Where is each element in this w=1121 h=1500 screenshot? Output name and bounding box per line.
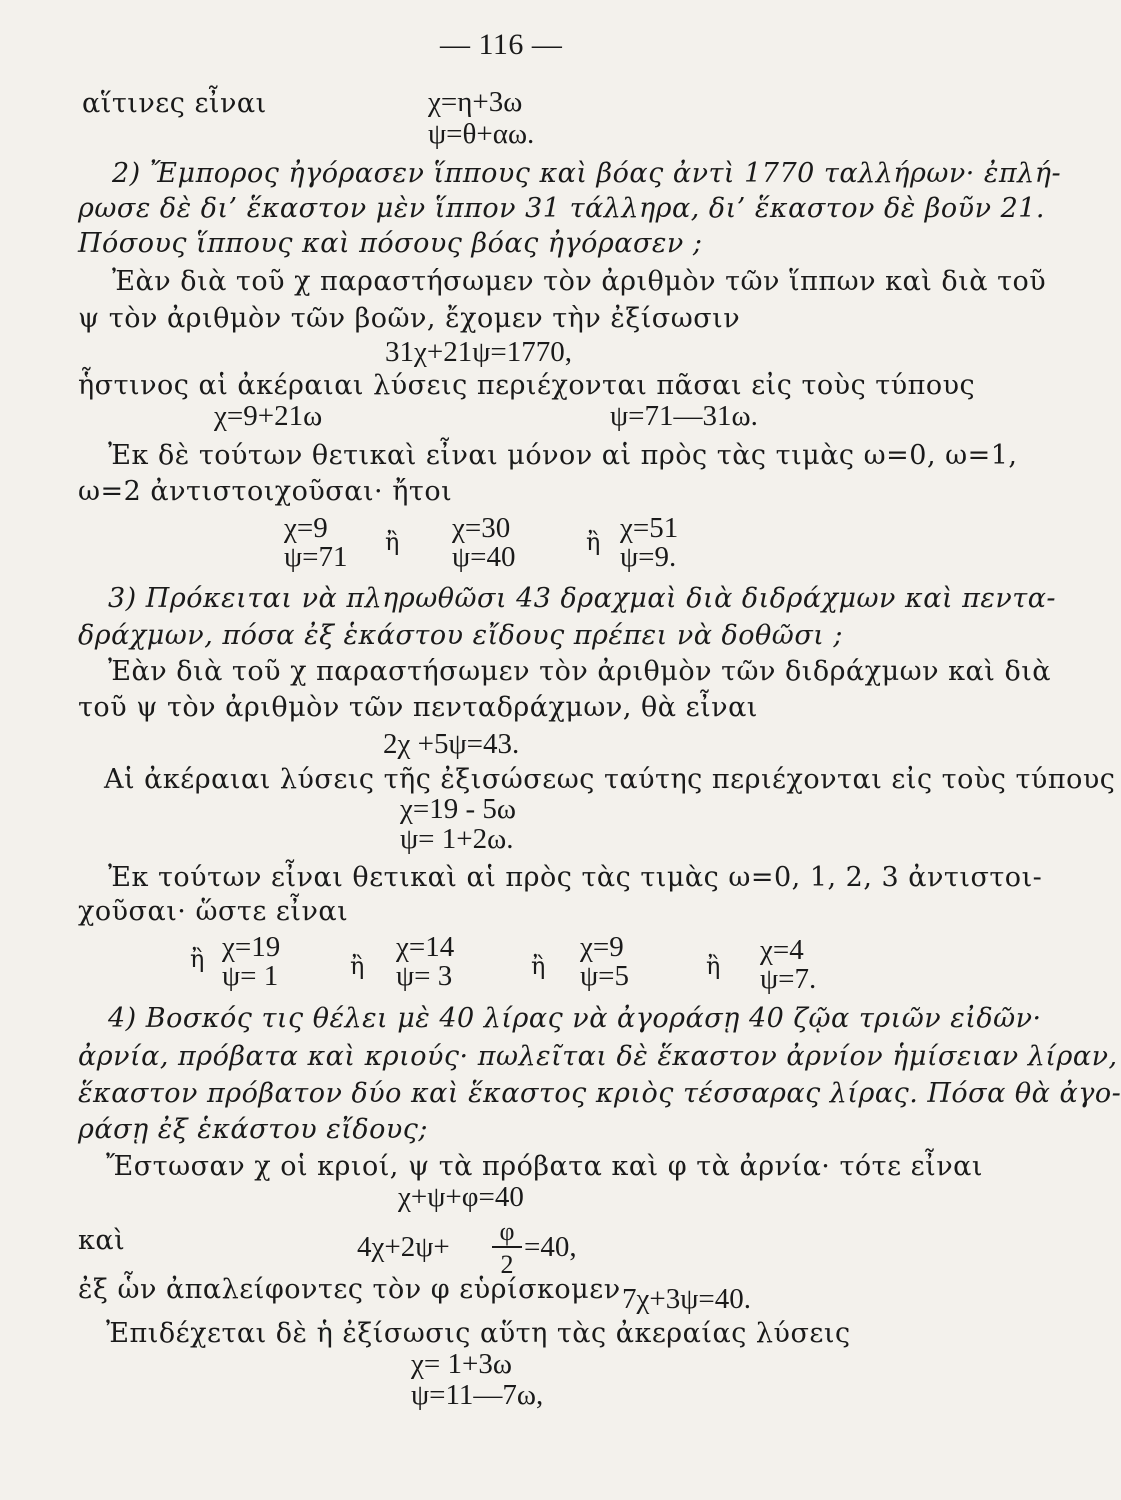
- equation: ψ= 1+2ω.: [400, 823, 514, 855]
- problem-4-line: ράσῃ ἐξ ἑκάστου εἴδους;: [78, 1114, 429, 1145]
- text-line: χοῦσαι· ὥστε εἶναι: [78, 896, 349, 927]
- separator: ἢ: [706, 952, 721, 980]
- problem-2-line: Πόσους ἵππους καὶ πόσους βόας ἠγόρασεν ;: [78, 228, 703, 259]
- text-line: Ἔστωσαν χ οἱ κριοί, ψ τὰ πρόβατα καὶ φ τὰ ἀρνία· τότε εἶναι: [106, 1151, 983, 1182]
- separator: ἢ: [190, 945, 205, 973]
- solution-y: ψ=9.: [620, 541, 677, 573]
- text-line: Ἐὰν διὰ τοῦ χ παραστήσωμεν τὸν ἀριθμὸν τῶν διδράχμων καὶ διὰ: [108, 656, 1052, 687]
- equation: 7χ+3ψ=40.: [622, 1283, 751, 1315]
- text-line: ἐξ ὧν ἀπαλείφοντες τὸν φ εὑρίσκομεν: [78, 1274, 621, 1305]
- equation: χ+ψ+φ=40: [398, 1181, 524, 1213]
- fraction-bar: [492, 1246, 522, 1248]
- solution-y: ψ= 3: [396, 960, 453, 992]
- equation: ψ=11—7ω,: [411, 1379, 544, 1411]
- equation: χ=9+21ω: [214, 400, 323, 432]
- text-line: Ἐὰν διὰ τοῦ χ παραστήσωμεν τὸν ἀριθμὸν τῶν ἵππων καὶ διὰ τοῦ: [112, 266, 1047, 297]
- text-line: ω=2 ἀντιστοιχοῦσαι· ἤτοι: [78, 476, 453, 507]
- separator: ἢ: [385, 528, 400, 556]
- equation: χ=η+3ω: [428, 86, 523, 118]
- problem-4-line: ἀρνία, πρόβατα καὶ κριούς· πωλεῖται δὲ ἕκαστον ἀρνίον ἡμίσειαν λίραν,: [78, 1041, 1118, 1072]
- separator: ἢ: [531, 952, 546, 980]
- problem-4-line: ἕκαστον πρόβατον δύο καὶ ἕκαστος κριὸς τέσσαρας λίρας. Πόσα θὰ ἀγο-: [78, 1078, 1121, 1109]
- equation: ψ=θ+αω.: [428, 118, 535, 150]
- text-line: Αἱ ἀκέραιαι λύσεις τῆς ἐξισώσεως ταύτης περιέχονται εἰς τοὺς τύπους: [104, 764, 1116, 795]
- fraction-numerator: φ: [499, 1217, 515, 1246]
- problem-3-line: δράχμων, πόσα ἐξ ἑκάστου εἴδους πρέπει νὰ δοθῶσι ;: [78, 620, 844, 651]
- equation: χ= 1+3ω: [411, 1348, 512, 1380]
- solution-x: χ=19: [222, 931, 281, 963]
- problem-2-line: 2) Ἔμπορος ἠγόρασεν ἵππους καὶ βόας ἀντὶ 1770 ταλλήρων· ἐπλή-: [112, 158, 1062, 189]
- page-number: — 116 —: [440, 28, 563, 61]
- solution-x: χ=30: [452, 512, 511, 544]
- solution-x: χ=9: [284, 512, 328, 544]
- problem-2-line: ρωσε δὲ δι’ ἕκαστον μὲν ἵππον 31 τάλληρα, δι’ ἕκαστον δὲ βοῦν 21.: [78, 193, 1046, 224]
- equation: 2χ +5ψ=43.: [383, 728, 520, 760]
- fraction-denominator: 2: [500, 1250, 514, 1279]
- problem-3-line: 3) Πρόκειται νὰ πληρωθῶσι 43 δραχμαὶ διὰ διδράχμων καὶ πεντα-: [108, 583, 1057, 614]
- separator: ἢ: [586, 528, 601, 556]
- text-line: Ἐκ δὲ τούτων θετικαὶ εἶναι μόνον αἱ πρὸς τὰς τιμὰς ω=0, ω=1,: [108, 440, 1018, 471]
- text-line: ἧστινος αἱ ἀκέραιαι λύσεις περιέχονται πᾶσαι εἰς τοὺς τύπους: [78, 370, 976, 401]
- solution-x: χ=4: [760, 934, 804, 966]
- separator: ἢ: [350, 952, 365, 980]
- equation: χ=19 - 5ω: [400, 793, 516, 825]
- solution-y: ψ=71: [284, 541, 348, 573]
- text-line: Ἐκ τούτων εἶναι θετικαὶ αἱ πρὸς τὰς τιμὰς ω=0, 1, 2, 3 ἀντιστοι-: [108, 862, 1043, 893]
- solution-x: χ=51: [620, 512, 679, 544]
- text-line: τοῦ ψ τὸν ἀριθμὸν τῶν πενταδράχμων, θὰ εἶναι: [78, 692, 758, 723]
- solution-y: ψ= 1: [222, 960, 279, 992]
- text-line: αἵτινες εἶναι: [82, 88, 267, 119]
- solution-y: ψ=7.: [760, 963, 817, 995]
- problem-4-line: 4) Βοσκός τις θέλει μὲ 40 λίρας νὰ ἀγοράσῃ 40 ζῷα τριῶν εἰδῶν·: [108, 1003, 1042, 1034]
- equation: ψ=71—31ω.: [610, 400, 758, 432]
- text-line: Ἐπιδέχεται δὲ ἡ ἐξίσωσις αὕτη τὰς ἀκεραίας λύσεις: [106, 1318, 851, 1349]
- solution-x: χ=9: [580, 931, 624, 963]
- equation: 31χ+21ψ=1770,: [385, 336, 572, 368]
- text-line: ψ τὸν ἀριθμὸν τῶν βοῶν, ἔχομεν τὴν ἐξίσωσιν: [78, 303, 741, 334]
- solution-y: ψ=5: [580, 960, 630, 992]
- text-line: καὶ: [78, 1225, 126, 1256]
- equation-left: 4χ+2ψ+: [357, 1231, 450, 1263]
- equation-right: =40,: [524, 1231, 577, 1263]
- solution-y: ψ=40: [452, 541, 516, 573]
- solution-x: χ=14: [396, 931, 455, 963]
